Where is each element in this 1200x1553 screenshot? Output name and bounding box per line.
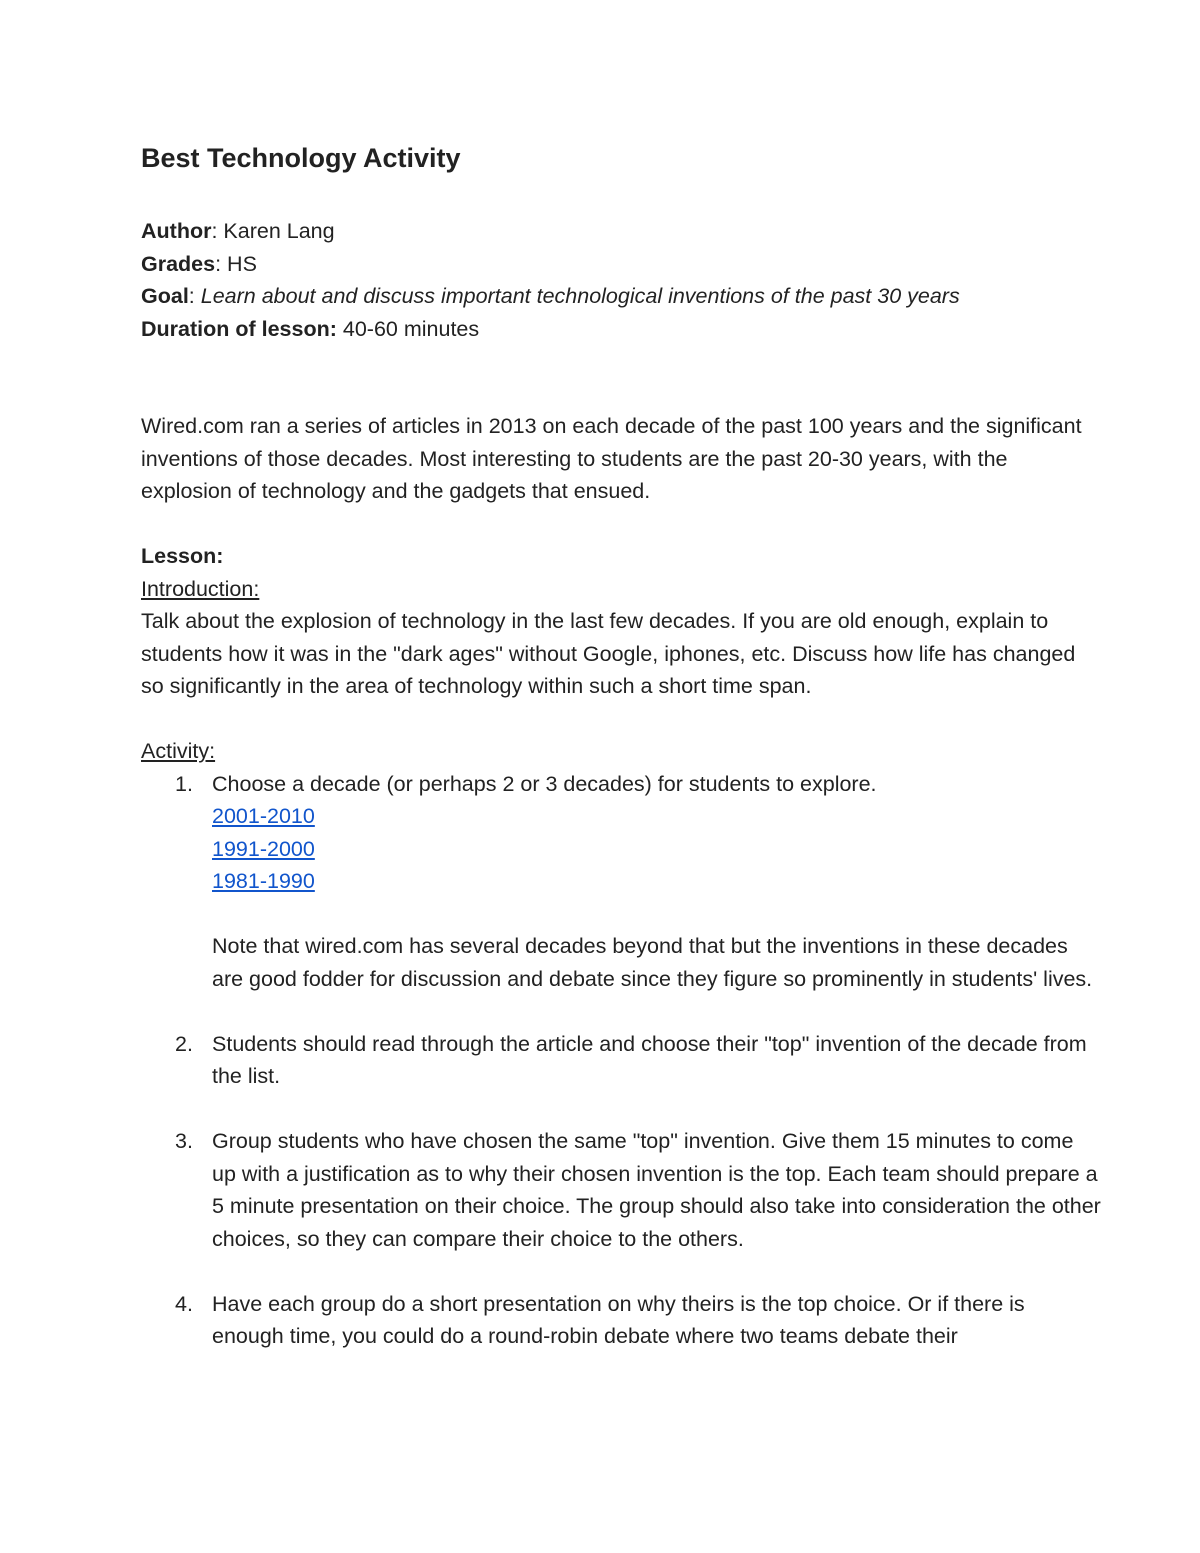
document-title: Best Technology Activity xyxy=(141,143,461,173)
spacer xyxy=(212,995,1101,1028)
list-item xyxy=(141,768,1101,1028)
decade-link-1981-1990[interactable]: 1981-1990 xyxy=(212,869,315,893)
step-text: Students should read through the article and choose their "top" invention of the decade from the list. xyxy=(212,1031,1087,1088)
intro-paragraph: Wired.com ran a series of articles in 2013 on each decade of the past 100 years and the significant inventions of those decades. Most interesting to students are the past 20-30 years, with the explosion of technology and the gadgets that ensued. xyxy=(141,414,1082,503)
lesson-heading: Lesson: xyxy=(141,544,224,568)
list-item xyxy=(141,1028,1101,1126)
spacer xyxy=(212,1093,1101,1126)
spacer xyxy=(141,508,1101,541)
goal-value: Learn about and discuss important technological inventions of the past 30 years xyxy=(200,284,960,308)
document-page xyxy=(141,138,1101,1353)
grades-label: Grades xyxy=(141,251,216,276)
step-text: Have each group do a short presentation on why theirs is the top choice. Or if there is enough time, you could do a round-robin debate where two teams debate their xyxy=(212,1291,1025,1348)
introduction-heading: Introduction: xyxy=(141,576,260,601)
step-number: 2. xyxy=(175,1031,193,1056)
decade-link-1991-2000[interactable]: 1991-2000 xyxy=(212,836,315,861)
list-item xyxy=(141,1288,1101,1353)
decade-link-2001-2010[interactable]: 2001-2010 xyxy=(212,804,315,828)
spacer xyxy=(141,345,1101,410)
spacer xyxy=(212,898,1101,931)
activity-steps xyxy=(141,768,1101,1353)
spacer xyxy=(212,1255,1101,1288)
author-value: : Karen Lang xyxy=(211,219,335,243)
step-number: 3. xyxy=(175,1129,193,1153)
duration-value: 40-60 minutes xyxy=(336,316,480,341)
duration-label: Duration of lesson: xyxy=(141,316,337,341)
step-number: 1. xyxy=(175,771,193,796)
step-note: Note that wired.com has several decades beyond that but the inventions in these decades are good fodder for discussion and debate since they figure so prominently in students' lives. xyxy=(212,934,1093,991)
step-number: 4. xyxy=(175,1291,193,1316)
activity-heading: Activity: xyxy=(141,739,216,763)
grades-line xyxy=(141,248,1101,281)
author-line xyxy=(141,215,1101,248)
duration-line xyxy=(141,313,1101,346)
introduction-text: Talk about the explosion of technology in the last few decades. If you are old enough, explain to students how it was in the "dark ages" without Google, iphones, etc. Discuss how life has changed so significantly in the area of technology within such a short time span. xyxy=(141,609,1076,698)
step-text: Group students who have chosen the same "top" invention. Give them 15 minutes to come up with a justification as to why their chosen invention is the top. Each team should prepare a 5 minute presentation on their choice. The group should also take into consideration the other choices, so they can compare their choice to the others. xyxy=(212,1129,1101,1251)
author-label: Author xyxy=(141,219,212,243)
goal-separator: : xyxy=(188,284,201,308)
goal-label: Goal xyxy=(141,284,189,308)
spacer xyxy=(141,703,1101,736)
goal-line xyxy=(141,280,1101,313)
list-item xyxy=(141,1125,1101,1288)
step-text: Choose a decade (or perhaps 2 or 3 decades) for students to explore. xyxy=(212,771,877,796)
grades-value: : HS xyxy=(215,251,257,276)
